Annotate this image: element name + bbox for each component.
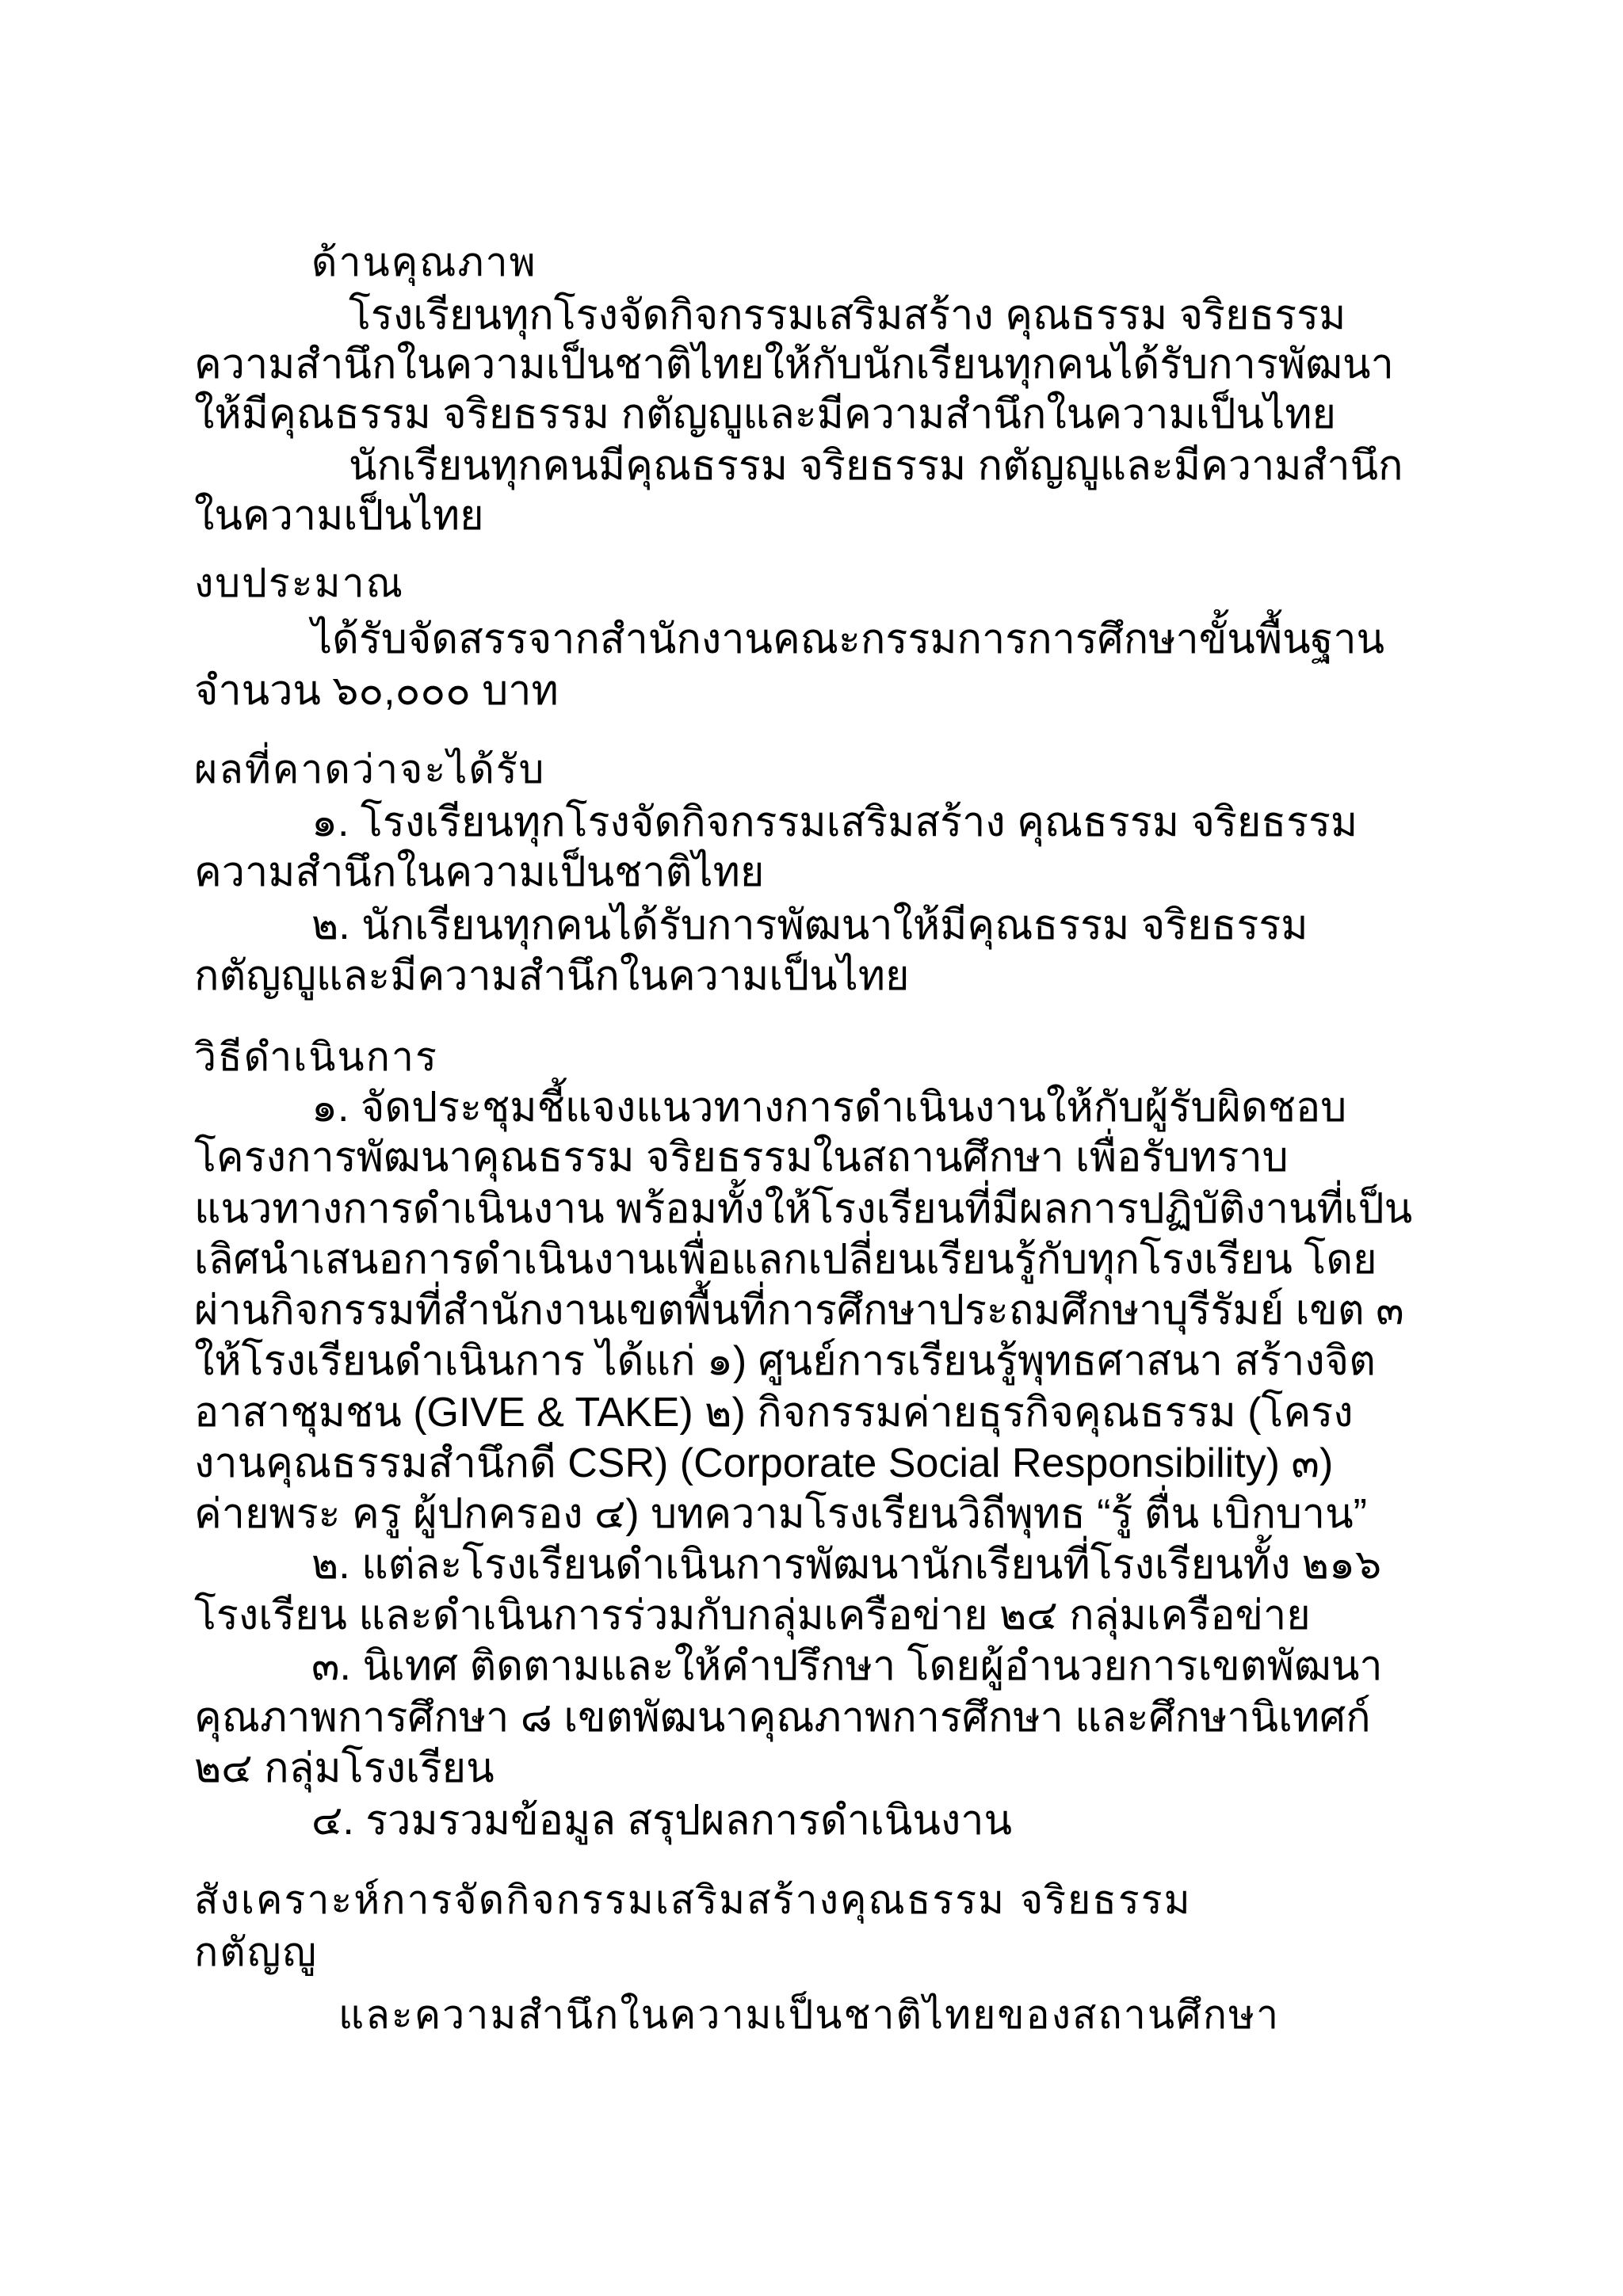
methods-line-2: โครงการพัฒนาคุณธรรม จริยธรรมในสถานศึกษา เพื่อรับทราบ — [194, 1135, 1289, 1180]
budget-line-1: ได้รับจัดสรรจากสำนักงานคณะกรรมการการศึกษาขั้นพื้นฐาน — [311, 616, 1385, 662]
quality-line-5: ในความเป็นไทย — [194, 493, 484, 539]
quality-line-4: นักเรียนทุกคนมีคุณธรรม จริยธรรม กตัญญูและมีความสำนึก — [349, 443, 1403, 489]
methods-line-3: แนวทางการดำเนินงาน พร้อมทั้งให้โรงเรียนที่มีผลการปฏิบัติงานที่เป็น — [194, 1186, 1413, 1232]
methods-line-15: ๔. รวมรวมข้อมูล สรุปผลการดำเนินงาน — [311, 1798, 1013, 1844]
budget-line-2: จำนวน ๖๐,๐๐๐ บาท — [194, 668, 559, 714]
quality-line-2: ความสำนึกในความเป็นชาติไทยให้กับนักเรียนทุกคนได้รับการพัฒนา — [194, 341, 1394, 387]
expected-line-2: ความสำนึกในความเป็นชาติไทย — [194, 849, 765, 895]
methods-line-9: ค่ายพระ ครู ผู้ปกครอง ๔) บทความโรงเรียนวิถีพุทธ “รู้ ตื่น เบิกบาน” — [194, 1491, 1367, 1537]
methods-line-13: คุณภาพการศึกษา ๘ เขตพัฒนาคุณภาพการศึกษา และศึกษานิเทศก์ — [194, 1695, 1371, 1741]
methods-line-11: โรงเรียน และดำเนินการร่วมกับกลุ่มเครือข่าย ๒๔ กลุ่มเครือข่าย — [194, 1592, 1311, 1638]
methods-line-14: ๒๔ กลุ่มโรงเรียน — [194, 1745, 495, 1791]
synthesis-line-2: และความสำนึกในความเป็นชาติไทยของสถานศึกษา — [338, 1992, 1281, 2038]
methods-line-12: ๓. นิเทศ ติดตามและให้คำปรึกษา โดยผู้อำนวยการเขตพัฒนา — [311, 1643, 1383, 1689]
section-heading-synthesis: สังเคราะห์การจัดกิจกรรมเสริมสร้างคุณธรรม จริยธรรม — [194, 1877, 1192, 1923]
expected-line-3: ๒. นักเรียนทุกคนได้รับการพัฒนาให้มีคุณธรรม จริยธรรม — [311, 902, 1308, 948]
quality-line-1: โรงเรียนทุกโรงจัดกิจกรรมเสริมสร้าง คุณธรรม จริยธรรม — [349, 292, 1346, 338]
synthesis-line-1: กตัญญู — [194, 1929, 318, 1975]
expected-line-1: ๑. โรงเรียนทุกโรงจัดกิจกรรมเสริมสร้าง คุณธรรม จริยธรรม — [311, 799, 1358, 845]
section-heading-quality: ด้านคุณภาพ — [311, 239, 537, 285]
methods-line-5: ผ่านกิจกรรมที่สำนักงานเขตพื้นที่การศึกษาประถมศึกษาบุรีรัมย์ เขต ๓ — [194, 1287, 1404, 1333]
section-heading-budget: งบประมาณ — [194, 560, 405, 606]
methods-line-4: เลิศนำเสนอการดำเนินงานเพื่อแลกเปลี่ยนเรียนรู้กับทุกโรงเรียน โดย — [194, 1237, 1377, 1283]
methods-line-1: ๑. จัดประชุมชี้แจงแนวทางการดำเนินงานให้กับผู้รับผิดชอบ — [311, 1085, 1347, 1131]
methods-line-10: ๒. แต่ละโรงเรียนดำเนินการพัฒนานักเรียนที่โรงเรียนทั้ง ๒๑๖ — [311, 1542, 1382, 1588]
expected-line-4: กตัญญูและมีความสำนึกในความเป็นไทย — [194, 953, 910, 999]
methods-line-7: อาสาชุมชน (GIVE & TAKE) ๒) กิจกรรมค่ายธุรกิจคุณธรรม (โครง — [194, 1390, 1354, 1436]
section-heading-methods: วิธีดำเนินการ — [194, 1034, 438, 1080]
quality-line-3: ให้มีคุณธรรม จริยธรรม กตัญญูและมีความสำนึกในความเป็นไทย — [194, 391, 1336, 437]
section-heading-expected-results: ผลที่คาดว่าจะได้รับ — [194, 746, 546, 792]
methods-line-8: งานคุณธรรมสำนึกดี CSR) (Corporate Social Responsibility) ๓) — [194, 1440, 1334, 1486]
methods-line-6: ให้โรงเรียนดำเนินการ ได้แก่ ๑) ศูนย์การเรียนรู้พุทธศาสนา สร้างจิต — [194, 1338, 1376, 1384]
